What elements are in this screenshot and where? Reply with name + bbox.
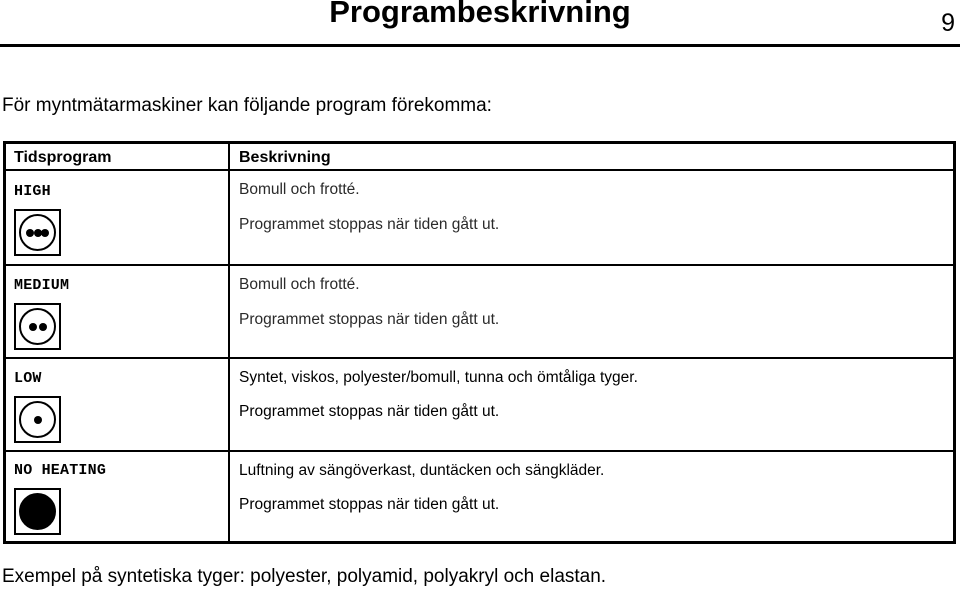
intro-text: För myntmätarmaskiner kan följande program förekomma:	[2, 95, 492, 116]
description-line: Bomull och frotté.	[239, 181, 360, 198]
symbol-dot	[39, 323, 47, 331]
one-dot-icon	[14, 396, 61, 443]
row-divider	[6, 450, 953, 452]
program-table	[3, 141, 956, 544]
two-dot-icon	[14, 303, 61, 350]
description-line: Programmet stoppas när tiden gått ut.	[239, 311, 500, 328]
program-name-high: HIGH	[14, 183, 51, 200]
description-line: Programmet stoppas när tiden gått ut.	[239, 216, 500, 233]
footer-note: Exempel på syntetiska tyger: polyester, polyamid, polyakryl och elastan.	[2, 566, 607, 587]
page-title: Programbeskrivning	[329, 0, 631, 29]
symbol-dot	[34, 416, 42, 424]
header-beskrivning: Beskrivning	[239, 149, 331, 166]
program-name-low: LOW	[14, 370, 42, 387]
program-name-medium: MEDIUM	[14, 277, 70, 294]
header-row-divider	[6, 169, 953, 171]
filled-circle-icon	[14, 488, 61, 535]
symbol-dot	[29, 323, 37, 331]
description-line: Programmet stoppas när tiden gått ut.	[239, 496, 500, 513]
row-divider	[6, 357, 953, 359]
symbol-dot	[26, 229, 34, 237]
symbol-dot	[41, 229, 49, 237]
page-number: 9	[941, 9, 955, 37]
symbol-circle	[19, 493, 56, 530]
row-divider	[6, 264, 953, 266]
column-divider	[228, 144, 230, 541]
header-rule	[0, 44, 960, 47]
three-dot-icon	[14, 209, 61, 256]
symbol-circle	[19, 401, 56, 438]
description-line: Luftning av sängöverkast, duntäcken och sängkläder.	[239, 462, 605, 479]
program-name-no-heating: NO HEATING	[14, 462, 107, 479]
description-line: Syntet, viskos, polyester/bomull, tunna och ömtåliga tyger.	[239, 369, 638, 386]
header-tidsprogram: Tidsprogram	[14, 149, 112, 166]
symbol-circle	[19, 214, 56, 251]
description-line: Programmet stoppas när tiden gått ut.	[239, 403, 500, 420]
description-line: Bomull och frotté.	[239, 276, 360, 293]
symbol-circle	[19, 308, 56, 345]
